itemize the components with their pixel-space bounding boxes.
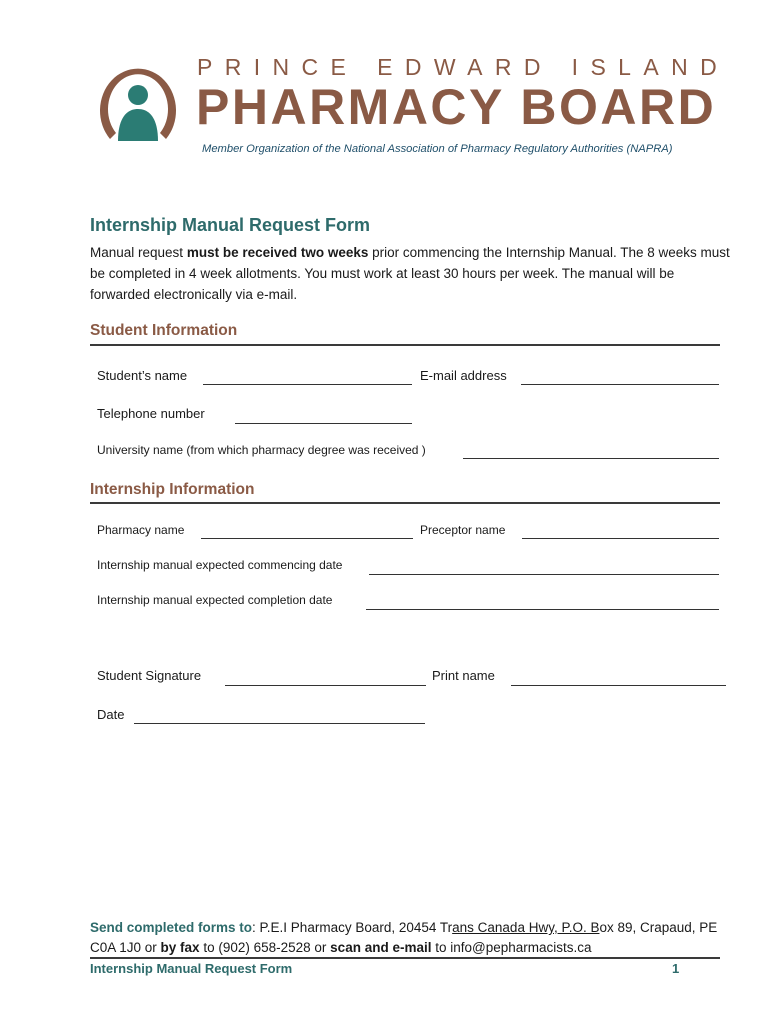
- student-name-label: Student’s name: [97, 368, 188, 383]
- send-forms-label: Send completed forms to: [90, 920, 253, 935]
- address-text-end: ox 89, Crapaud, PE C0A 1J0 or: [90, 920, 718, 955]
- telephone-field[interactable]: [235, 423, 412, 424]
- form-intro: [90, 242, 730, 305]
- print-name-label: Print name: [432, 668, 495, 683]
- address-text-start: : P.E.I Pharmacy Board, 20454 Tr: [252, 920, 453, 935]
- student-signature-field[interactable]: [225, 685, 426, 686]
- intro-text-end: prior commencing the Internship Manual. The 8 weeks must be completed in 4 week allotments. You must work at least 30 hours per week. The manual will be forwarded electronically via e-mail.: [90, 245, 730, 302]
- print-name-field[interactable]: [511, 685, 726, 686]
- email-text: to info@pepharmacists.ca: [431, 940, 592, 955]
- footer-rule: [90, 957, 720, 959]
- preceptor-name-field[interactable]: [522, 538, 719, 539]
- student-info-heading: Student Information: [90, 322, 238, 339]
- student-info-rule: [90, 344, 720, 346]
- pharmacy-name-field[interactable]: [201, 538, 413, 539]
- scan-email-label: scan and e-mail: [330, 940, 432, 955]
- submission-instructions: [90, 918, 730, 958]
- form-title: Internship Manual Request Form: [90, 215, 371, 235]
- internship-info-rule: [90, 502, 720, 504]
- intro-text-bold: must be received two weeks: [186, 245, 369, 260]
- commencing-date-field[interactable]: [369, 574, 719, 575]
- email-label: E-mail address: [420, 368, 507, 383]
- org-name-top: PRINCE EDWARD ISLAND: [197, 54, 730, 80]
- fax-text: to (902) 658-2528 or: [199, 940, 331, 955]
- page-number: 1: [672, 961, 680, 976]
- telephone-label: Telephone number: [97, 406, 205, 421]
- student-signature-label: Student Signature: [97, 668, 202, 683]
- address-underlined: ans Canada Hwy, P.O. B: [452, 920, 600, 935]
- completion-date-label: Internship manual expected completion date: [97, 593, 333, 607]
- completion-date-field[interactable]: [366, 609, 719, 610]
- date-label: Date: [97, 707, 125, 722]
- napra-membership-note: Member Organization of the National Association of Pharmacy Regulatory Authorities (NAPRA): [202, 143, 673, 155]
- logo-figure-head: [128, 85, 148, 105]
- footer-doc-title: Internship Manual Request Form: [90, 961, 293, 976]
- internship-info-heading: Internship Information: [90, 481, 255, 498]
- by-fax-label: by fax: [160, 940, 200, 955]
- student-name-field[interactable]: [203, 384, 412, 385]
- preceptor-name-label: Preceptor name: [420, 523, 506, 537]
- org-name-main: PHARMACY BOARD: [196, 79, 717, 135]
- email-field[interactable]: [521, 384, 719, 385]
- university-field[interactable]: [463, 458, 719, 459]
- pharmacy-name-label: Pharmacy name: [97, 523, 185, 537]
- logo-figure-body: [118, 109, 158, 141]
- intro-text-start: Manual request: [90, 245, 187, 260]
- commencing-date-label: Internship manual expected commencing date: [97, 558, 343, 572]
- date-field[interactable]: [134, 723, 425, 724]
- pharmacy-board-logo: [96, 53, 180, 145]
- university-label: University name (from which pharmacy degree was received ): [97, 443, 426, 457]
